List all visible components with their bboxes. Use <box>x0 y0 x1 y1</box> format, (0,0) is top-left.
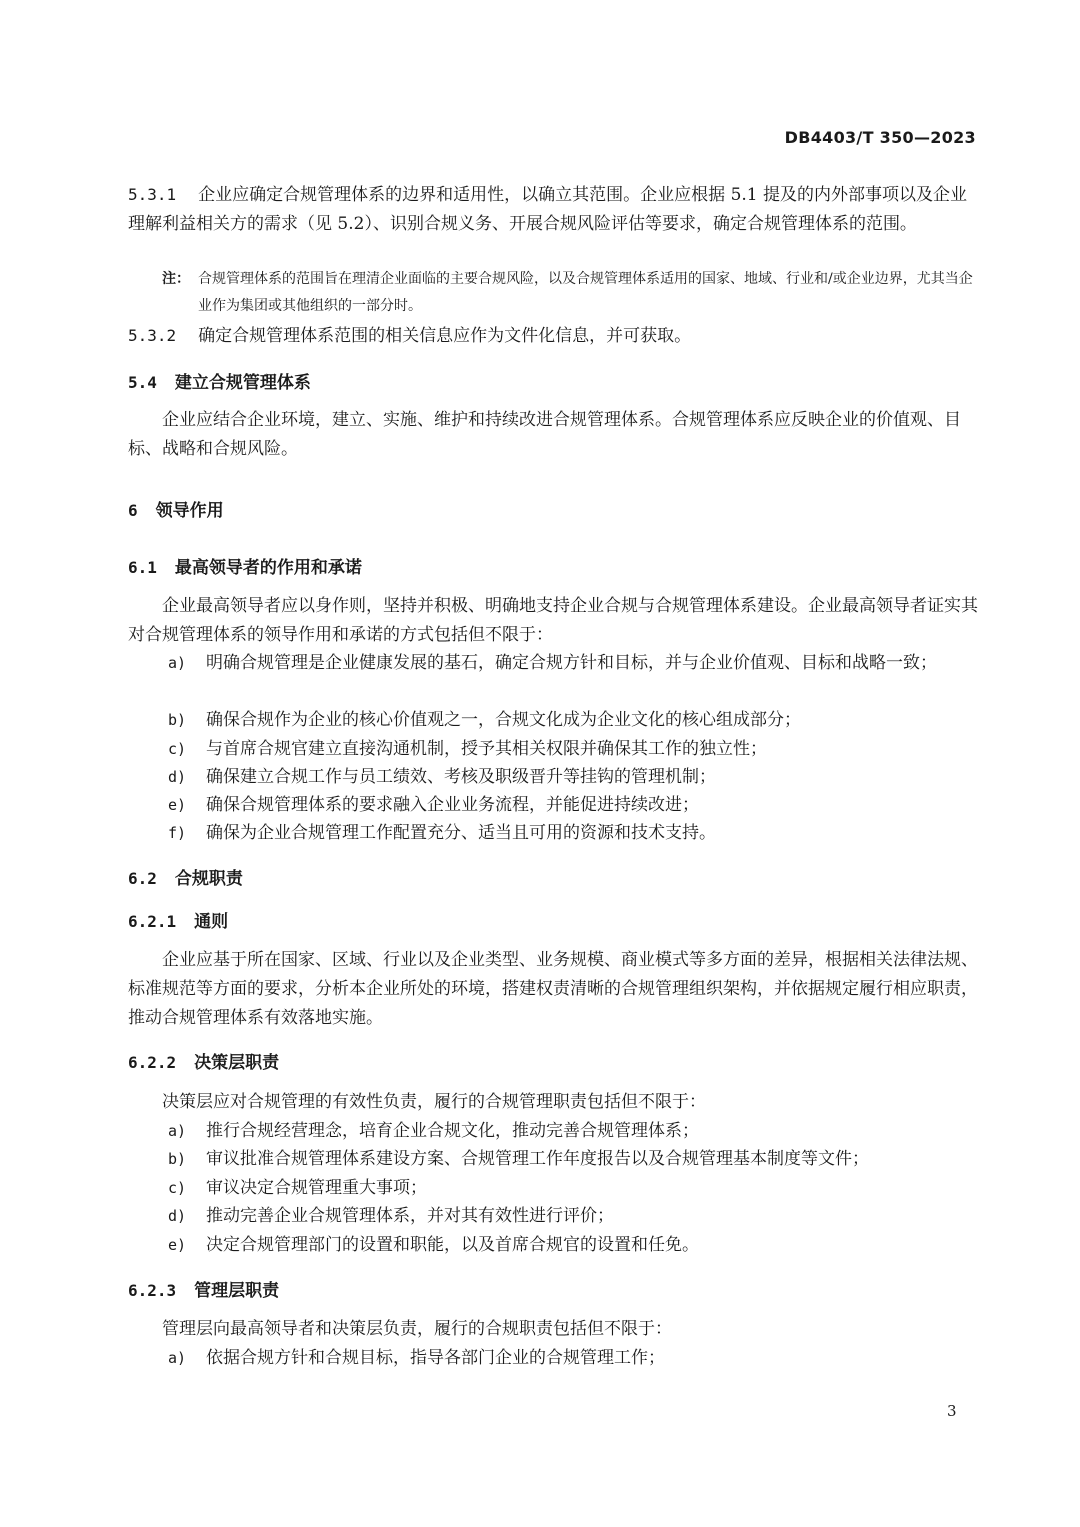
section-6-2-heading <box>128 864 243 889</box>
section-title: 建立合规管理体系 <box>174 373 311 393</box>
list-marker: f) <box>168 824 187 842</box>
list-marker: a) <box>168 1349 187 1367</box>
list-item-text: 审议批准合规管理体系建设方案、合规管理工作年度报告以及合规管理基本制度等文件； <box>206 1149 869 1169</box>
document-id-header: DB4403/T 350—2023 <box>784 128 976 147</box>
list-item-text: 明确合规管理是企业健康发展的基石，确定合规方针和目标，并与企业价值观、目标和战略一致； <box>206 653 937 673</box>
section-6-1-paragraph <box>128 592 978 650</box>
section-title: 合规职责 <box>174 869 243 889</box>
section-6-2-2-paragraph <box>128 1088 978 1117</box>
section-5-4-paragraph <box>128 406 978 464</box>
section-number: 6.2.1 <box>128 912 177 931</box>
note <box>162 266 978 320</box>
list-marker: e) <box>168 796 187 814</box>
list-marker: b) <box>168 711 187 729</box>
section-6-2-1-heading <box>128 907 228 932</box>
clause-text: 企业应确定合规管理体系的边界和适用性，以确立其范围。企业应根据 5.1 提及的内外部事项以及企业理解利益相关方的需求（见 5.2）、识别合规义务、开展合规风险评估等要求，确定合规管理体系的范围。 <box>128 185 968 234</box>
paragraph: 企业最高领导者应以身作则，坚持并积极、明确地支持企业合规与合规管理体系建设。企业最高领导者证实其对合规管理体系的领导作用和承诺的方式包括但不限于： <box>128 596 978 645</box>
section-number: 6.2 <box>128 869 157 888</box>
note-label: 注： <box>162 271 190 287</box>
section-6-1-heading <box>128 553 362 578</box>
list-item-text: 依据合规方针和合规目标，指导各部门企业的合规管理工作； <box>206 1348 665 1368</box>
list-marker: b) <box>168 1150 187 1168</box>
list-item <box>168 1174 978 1203</box>
list-item <box>168 706 978 735</box>
section-title: 最高领导者的作用和承诺 <box>174 558 362 578</box>
note-text: 合规管理体系的范围旨在理清企业面临的主要合规风险，以及合规管理体系适用的国家、地域、行业和/或企业边界，尤其当企业作为集团或其他组织的一部分时。 <box>198 271 973 314</box>
list-item <box>168 1344 978 1373</box>
section-5-4-heading <box>128 368 311 393</box>
list-item <box>168 1202 978 1231</box>
section-title: 管理层职责 <box>194 1281 280 1301</box>
list-marker: c) <box>168 740 187 758</box>
section-6-2-3-heading <box>128 1276 279 1301</box>
list-item-text: 确保为企业合规管理工作配置充分、适当且可用的资源和技术支持。 <box>206 823 716 843</box>
list-item-text: 审议决定合规管理重大事项； <box>206 1178 427 1198</box>
clause-number: 5.3.2 <box>128 326 177 345</box>
list-item <box>168 763 978 792</box>
list-item <box>168 791 978 820</box>
section-title: 通则 <box>194 912 229 932</box>
section-number: 6.1 <box>128 558 157 577</box>
section-number: 5.4 <box>128 373 157 392</box>
list-item-text: 推行合规经营理念，培育企业合规文化，推动完善合规管理体系； <box>206 1121 699 1141</box>
list-item-text: 确保建立合规工作与员工绩效、考核及职级晋升等挂钩的管理机制； <box>206 767 716 787</box>
paragraph: 企业应基于所在国家、区域、行业以及企业类型、业务规模、商业模式等多方面的差异，根据相关法律法规、标准规范等方面的要求，分析本企业所处的环境，搭建权责清晰的合规管理组织架构，并依据规定履行相应职责，推动合规管理体系有效落地实施。 <box>128 950 978 1028</box>
section-6-2-1-paragraph <box>128 946 978 1033</box>
paragraph: 企业应结合企业环境，建立、实施、维护和持续改进合规管理体系。合规管理体系应反映企业的价值观、目标、战略和合规风险。 <box>128 410 961 459</box>
list-item-text: 确保合规作为企业的核心价值观之一，合规文化成为企业文化的核心组成部分； <box>206 710 801 730</box>
list-marker: d) <box>168 768 187 786</box>
section-6-2-2-heading <box>128 1048 279 1073</box>
list-item-text: 决定合规管理部门的设置和职能，以及首席合规官的设置和任免。 <box>206 1235 699 1255</box>
list-item <box>168 1231 978 1260</box>
page-number: 3 <box>947 1402 957 1420</box>
clause-text: 确定合规管理体系范围的相关信息应作为文件化信息，并可获取。 <box>198 326 692 346</box>
list-item <box>168 1117 978 1146</box>
clause-number: 5.3.1 <box>128 185 177 204</box>
list-item <box>168 649 978 678</box>
paragraph: 决策层应对合规管理的有效性负责，履行的合规管理职责包括但不限于： <box>162 1092 706 1112</box>
list-item <box>168 735 978 764</box>
list-marker: a) <box>168 654 187 672</box>
section-number: 6.2.2 <box>128 1053 177 1072</box>
section-number: 6 <box>128 501 138 520</box>
section-6-heading <box>128 496 224 521</box>
list-item <box>168 1145 978 1174</box>
list-item-text: 推动完善企业合规管理体系，并对其有效性进行评价； <box>206 1206 614 1226</box>
clause-5-3-2 <box>128 321 978 351</box>
clause-5-3-1 <box>128 180 978 239</box>
list-marker: e) <box>168 1236 187 1254</box>
section-number: 6.2.3 <box>128 1281 177 1300</box>
list-item-text: 确保合规管理体系的要求融入企业业务流程，并能促进持续改进； <box>206 795 699 815</box>
list-item-text: 与首席合规官建立直接沟通机制，授予其相关权限并确保其工作的独立性； <box>206 739 767 759</box>
paragraph: 管理层向最高领导者和决策层负责，履行的合规职责包括但不限于： <box>162 1319 672 1339</box>
list-item <box>168 819 978 848</box>
list-marker: a) <box>168 1122 187 1140</box>
list-marker: c) <box>168 1179 187 1197</box>
section-title: 领导作用 <box>155 501 224 521</box>
section-title: 决策层职责 <box>194 1053 280 1073</box>
list-marker: d) <box>168 1207 187 1225</box>
section-6-2-3-paragraph <box>128 1315 978 1344</box>
